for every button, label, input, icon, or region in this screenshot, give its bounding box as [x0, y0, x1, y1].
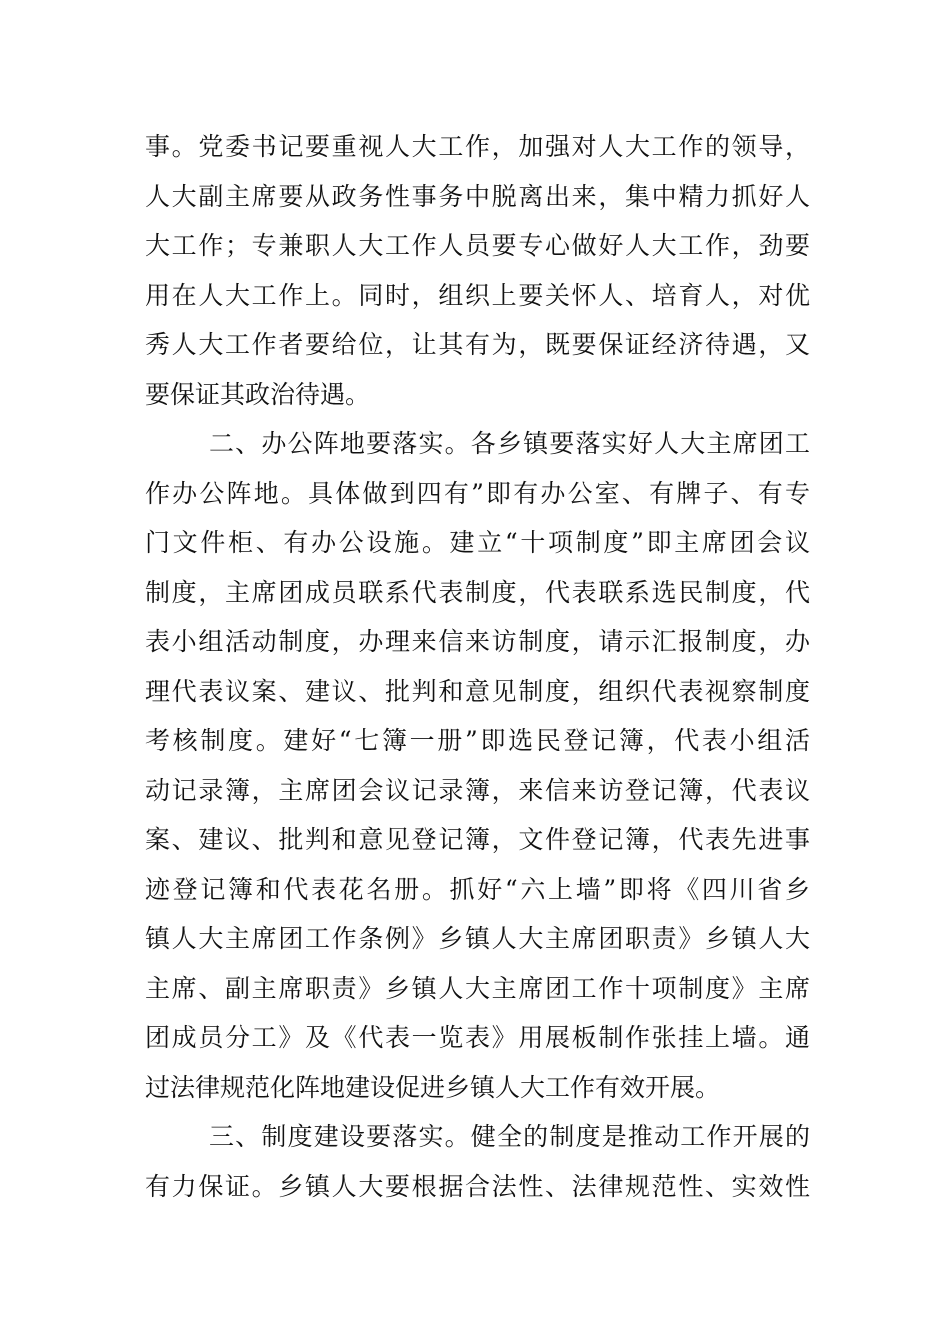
text-line: 案、建议、批判和意见登记簿，文件登记簿，代表先进事: [145, 825, 810, 854]
text-line: 制度，主席团成员联系代表制度，代表联系选民制度，代: [145, 577, 810, 607]
paragraph-1: [145, 122, 810, 419]
text-line: 二、办公阵地要落实。各乡镇要落实好人大主席团工: [209, 429, 810, 458]
text-line: 事。党委书记要重视人大工作，加强对人大工作的领导，: [145, 132, 810, 161]
text-line: 大工作；专兼职人大工作人员要专心做好人大工作，劲要: [145, 231, 810, 260]
text-line: 主席、副主席职责》乡镇人大主席团工作十项制度》主席: [145, 973, 810, 1003]
text-line: 门文件柜、有办公设施。建立“十项制度”即主席团会议: [145, 528, 810, 557]
text-line: 有力保证。乡镇人大要根据合法性、法律规范性、实效性: [145, 1171, 810, 1201]
text-line: 过法律规范化阵地建设促进乡镇人大工作有效开展。: [145, 1072, 721, 1102]
document-body: [145, 122, 810, 1211]
text-line: 人大副主席要从政务性事务中脱离出来，集中精力抓好人: [145, 181, 810, 211]
paragraph-2: [145, 419, 810, 1112]
text-line: 考核制度。建好“七簿一册”即选民登记簿，代表小组活: [145, 726, 810, 755]
text-line: 理代表议案、建议、批判和意见制度，组织代表视察制度: [145, 676, 810, 706]
text-line: 用在人大工作上。同时，组织上要关怀人、培育人，对优: [145, 280, 810, 310]
paragraph-3: [145, 1112, 810, 1211]
text-line: 团成员分工》及《代表一览表》用展板制作张挂上墙。通: [145, 1023, 810, 1052]
text-line: 表小组活动制度，办理来信来访制度，请示汇报制度，办: [145, 627, 810, 656]
text-line: 三、制度建设要落实。健全的制度是推动工作开展的: [209, 1122, 810, 1151]
text-line: 镇人大主席团工作条例》乡镇人大主席团职责》乡镇人大: [145, 924, 810, 953]
text-line: 作办公阵地。具体做到四有”即有办公室、有牌子、有专: [145, 478, 810, 508]
text-line: 要保证其政治待遇。: [145, 379, 371, 409]
text-line: 迹登记簿和代表花名册。抓好“六上墙”即将《四川省乡: [145, 874, 810, 904]
text-line: 秀人大工作者要给位，让其有为，既要保证经济待遇，又: [145, 330, 810, 359]
text-line: 动记录簿，主席团会议记录簿，来信来访登记簿，代表议: [145, 775, 810, 805]
